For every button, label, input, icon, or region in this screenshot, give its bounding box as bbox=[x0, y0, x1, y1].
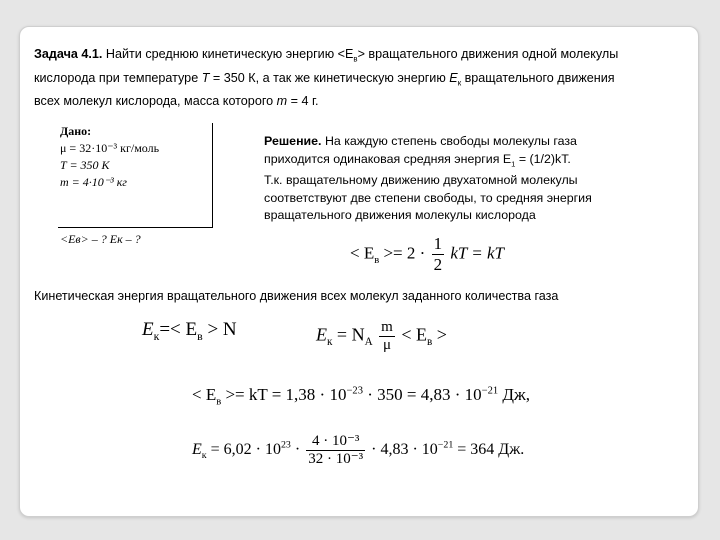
solution-block bbox=[264, 133, 684, 225]
denominator: μ bbox=[382, 336, 391, 353]
equation-total-energy-expanded bbox=[316, 319, 447, 354]
exponent: −21 bbox=[437, 439, 454, 451]
var-m: m bbox=[276, 94, 288, 109]
eq-text: =< E bbox=[159, 319, 198, 340]
solution-text: = (1/2)kT. bbox=[515, 151, 571, 166]
subscript: к bbox=[201, 450, 207, 462]
equation-total-energy bbox=[142, 319, 237, 344]
eq-text: > bbox=[432, 324, 447, 345]
exponent: −21 bbox=[481, 385, 499, 397]
given-title: Дано: bbox=[60, 124, 92, 138]
solution-text: приходится одинаковая средняя энергия Е bbox=[264, 151, 512, 166]
exponent: −23 bbox=[346, 385, 363, 397]
given-divider-horizontal bbox=[58, 227, 213, 228]
numerator: m bbox=[381, 319, 393, 335]
eq-text: · bbox=[290, 441, 301, 459]
subscript: к bbox=[457, 78, 462, 88]
eq-text: = 364 Дж. bbox=[453, 441, 525, 459]
subscript: в bbox=[216, 396, 222, 408]
equation-avg-energy-numeric bbox=[192, 385, 530, 407]
given-block bbox=[60, 123, 159, 191]
eq-text: >= kT = 1,38 · 10 bbox=[221, 385, 347, 404]
eq-text: = 6,02 · 10 bbox=[206, 441, 281, 459]
subscript: A bbox=[364, 336, 373, 349]
exponent: 23 bbox=[280, 439, 291, 451]
problem-label: Задача 4.1. bbox=[34, 47, 103, 61]
solution-text: Т.к. вращательному движению двухатомной молекулы bbox=[264, 173, 578, 188]
eq-text: E bbox=[192, 441, 202, 459]
subscript: к bbox=[153, 329, 160, 343]
subscript: в bbox=[374, 254, 380, 266]
find-line: <Eв> – ? Eк – ? bbox=[60, 232, 141, 246]
eq-text: < E bbox=[192, 385, 217, 404]
given-divider-vertical bbox=[212, 123, 213, 227]
fraction bbox=[306, 433, 365, 468]
problem-text: всех молекул кислорода, масса которого bbox=[34, 94, 277, 109]
eq-text: · 4,83 · 10 bbox=[371, 441, 438, 459]
eq-text: > N bbox=[202, 319, 237, 340]
fraction bbox=[379, 319, 395, 354]
problem-statement bbox=[34, 45, 694, 111]
eq-text: · 350 = 4,83 · 10 bbox=[362, 385, 482, 404]
given-T: T = 350 К bbox=[60, 158, 110, 172]
subscript: в bbox=[426, 336, 433, 349]
fraction bbox=[432, 235, 445, 274]
problem-text: > вращательного движения одной молекулы bbox=[357, 47, 619, 61]
eq-text: = N bbox=[332, 324, 365, 345]
problem-text: Найти среднюю кинетическую энергию <E bbox=[102, 47, 354, 61]
subscript: в bbox=[197, 329, 203, 343]
equation-total-energy-numeric bbox=[192, 433, 524, 468]
var-E: E bbox=[449, 70, 458, 85]
numerator: 4 · 10⁻³ bbox=[306, 433, 365, 451]
slide-page bbox=[19, 26, 699, 517]
solution-text: вращательного движения молекулы кислорода bbox=[264, 208, 536, 223]
subscript: в bbox=[353, 54, 358, 64]
problem-text: вращательного движения bbox=[461, 70, 615, 85]
solution-text: соответствуют две степени свободы, то средняя энергия bbox=[264, 190, 592, 205]
eq-text: < E bbox=[401, 324, 427, 345]
solution-label: Решение. bbox=[264, 134, 322, 148]
kinetic-energy-text: Кинетическая энергия вращательного движения всех молекул заданного количества газа bbox=[34, 289, 559, 303]
problem-text: = 4 г. bbox=[287, 94, 319, 109]
numerator: 1 bbox=[433, 234, 443, 253]
subscript: к bbox=[327, 336, 333, 349]
solution-text: На каждую степень свободы молекулы газа bbox=[321, 134, 577, 148]
denominator: 2 bbox=[433, 254, 443, 274]
denominator: 32 · 10⁻³ bbox=[308, 450, 364, 467]
given-mu: μ = 32·10⁻³ кг/моль bbox=[60, 141, 160, 155]
problem-text: = 350 К, а так же кинетическую энергию bbox=[209, 70, 450, 85]
eq-text: Дж, bbox=[498, 385, 530, 404]
eq-text: >= 2 · bbox=[379, 243, 426, 263]
given-m: m = 4·10⁻³ кг bbox=[60, 175, 127, 189]
eq-text: < E bbox=[350, 243, 375, 263]
subscript: 1 bbox=[511, 158, 516, 168]
eq-text: E bbox=[142, 319, 154, 340]
eq-text: E bbox=[316, 324, 327, 345]
var-T: T bbox=[201, 70, 210, 85]
problem-text: кислорода при температуре bbox=[34, 70, 202, 85]
eq-text: kT = kT bbox=[450, 243, 504, 263]
equation-avg-energy bbox=[350, 235, 504, 274]
